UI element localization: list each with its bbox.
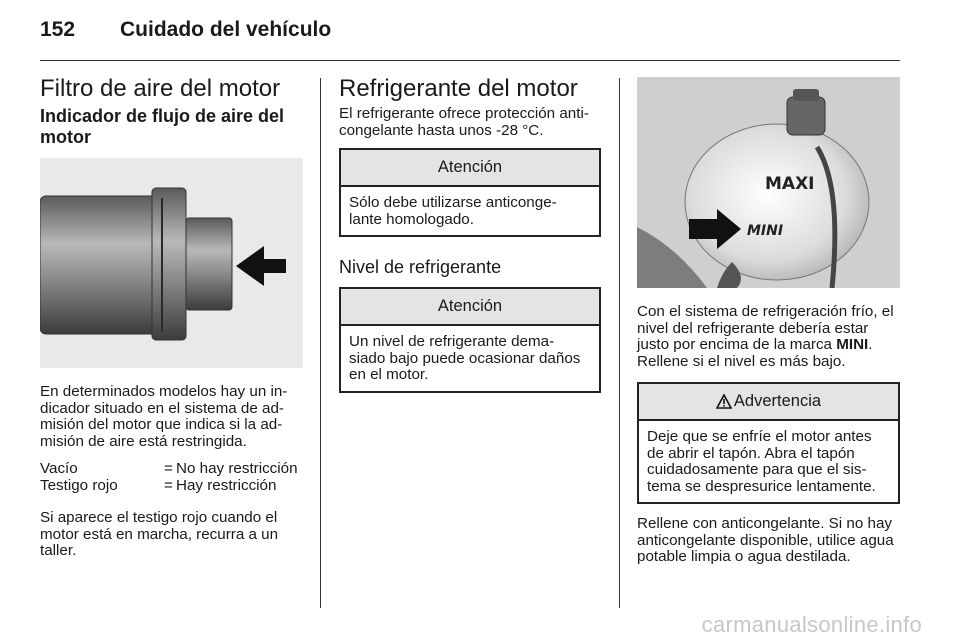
- column-air-filter: [40, 75, 303, 560]
- subheading-airflow-indicator: Indicador de flujo de aire del motor: [40, 106, 285, 147]
- warning-heading: Advertencia: [639, 384, 898, 421]
- attention-body: Sólo debe utilizarse anticonge- lante homologado.: [349, 194, 557, 228]
- attention-box-1: [339, 148, 601, 237]
- attention-box-2: [339, 287, 601, 393]
- indicator-table: [40, 461, 303, 494]
- arrow-icon: [236, 246, 286, 286]
- column-coolant: [339, 75, 601, 393]
- heading-coolant: Refrigerante del motor: [339, 75, 578, 102]
- watermark: carmanualsonline.info: [701, 612, 922, 637]
- max-label: MAXI: [765, 174, 815, 194]
- warning-body: Deje que se enfríe el motor antes de abrir el tapón. Abra el tapón cuidadosamente para que el sis- tema se despresurice lentamente.: [647, 428, 876, 495]
- page-number: 152: [40, 18, 76, 41]
- attention-heading: Atención: [341, 289, 599, 326]
- attention-body: Un nivel de refrigerante dema- siado bajo puede ocasionar daños en el motor.: [349, 333, 581, 383]
- warning-triangle-icon: [716, 394, 732, 409]
- column-coolant-level: [637, 75, 900, 566]
- section-title: Cuidado del vehículo: [120, 18, 332, 41]
- warning-box: [637, 382, 900, 504]
- airflow-indicator-figure: [40, 158, 303, 368]
- red-indicator-note: Si aparece el testigo rojo cuando el motor está en marcha, recurra a un taller.: [40, 509, 279, 559]
- mini-mark: MINI: [836, 336, 869, 353]
- column-divider-1: [320, 78, 321, 608]
- table-row: Testigo rojo = Hay restricción: [40, 476, 277, 494]
- column-divider-2: [619, 78, 620, 608]
- table-row: Vacío = No hay restricción: [40, 460, 298, 477]
- min-label: MINI: [747, 223, 784, 239]
- page-header: [40, 18, 331, 42]
- heading-air-filter: Filtro de aire del motor: [40, 75, 281, 102]
- header-rule: [40, 60, 900, 61]
- airflow-description: En determinados modelos hay un in- dicador situado en el sistema de ad- misión del motor que indica si la ad- misión de aire está restringida.: [40, 383, 288, 450]
- coolant-level-text: Con el sistema de refrigeración frío, el nivel del refrigerante debería estar justo por encima de la marca MINI. Rellene si el nivel es más bajo.: [637, 303, 894, 370]
- refill-instructions: Rellene con anticongelante. Si no hay anticongelante disponible, utilice agua potable limpia o agua destilada.: [637, 515, 894, 565]
- attention-heading: Atención: [341, 150, 599, 187]
- coolant-intro: El refrigerante ofrece protección anti- congelante hasta unos -28 °C.: [339, 105, 589, 139]
- subheading-coolant-level: Nivel de refrigerante: [339, 257, 502, 277]
- coolant-reservoir-figure: [637, 77, 900, 288]
